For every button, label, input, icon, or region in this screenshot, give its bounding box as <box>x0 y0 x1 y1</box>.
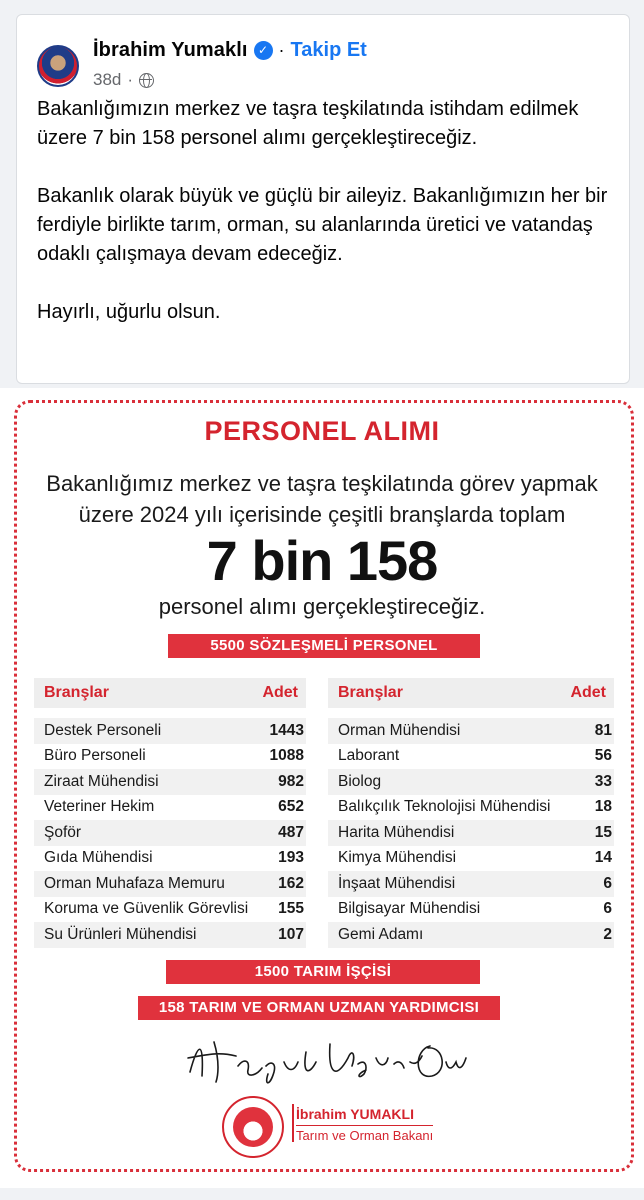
separator: · <box>278 39 285 60</box>
signer-title: Tarım ve Orman Bakanı <box>296 1125 433 1143</box>
workers-banner: 1500 TARIM İŞÇİSİ <box>166 960 480 984</box>
table-row <box>328 744 614 770</box>
intro-end: personel alımı gerçekleştireceğiz. <box>158 594 486 619</box>
column-count: Adet <box>570 684 606 701</box>
table-row <box>34 820 306 846</box>
verified-badge-icon: ✓ <box>254 41 273 60</box>
branch-name: Su Ürünleri Mühendisi <box>44 925 197 943</box>
post-card <box>16 14 630 384</box>
post-paragraph: Hayırlı, uğurlu olsun. <box>37 301 221 323</box>
branch-name: Orman Mühendisi <box>338 721 461 739</box>
branch-count: 1443 <box>269 721 304 739</box>
branch-count: 15 <box>594 823 612 841</box>
branch-count: 6 <box>603 900 612 918</box>
branch-table-right <box>328 678 614 948</box>
branch-name: Kimya Mühendisi <box>338 849 457 867</box>
branch-name: Bilgisayar Mühendisi <box>338 900 481 918</box>
post-meta <box>93 69 154 91</box>
poster-intro <box>0 468 644 530</box>
table-row <box>328 871 614 897</box>
branch-count: 6 <box>603 874 612 892</box>
post-paragraph: Bakanlığımızın merkez ve taşra teşkilatında istihdam edilmek üzere 7 bin 158 personel alımı gerçekleştireceğiz. <box>37 98 579 149</box>
branch-count: 14 <box>594 849 612 867</box>
branch-count: 18 <box>594 798 612 816</box>
table-row <box>34 846 306 872</box>
branch-count: 487 <box>278 823 304 841</box>
branch-count: 162 <box>278 874 304 892</box>
table-row <box>328 769 614 795</box>
branch-count: 155 <box>278 900 304 918</box>
branch-count: 33 <box>594 772 612 790</box>
signer-name: İbrahim YUMAKLI <box>296 1106 414 1122</box>
table-row <box>34 871 306 897</box>
branch-name: Gıda Mühendisi <box>44 849 153 867</box>
contract-banner: 5500 SÖZLEŞMELİ PERSONEL <box>168 634 480 658</box>
signer-divider <box>292 1104 294 1142</box>
intro-line-2: üzere 2024 yılı içerisinde çeşitli branşlarda toplam <box>78 502 566 527</box>
branch-table-left <box>34 678 306 948</box>
meta-separator: · <box>127 70 134 89</box>
table-row <box>328 897 614 923</box>
branch-name: Koruma ve Güvenlik Görevlisi <box>44 900 249 918</box>
table-row <box>34 769 306 795</box>
table-row <box>328 718 614 744</box>
branch-name: Büro Personeli <box>44 747 146 765</box>
branch-count: 2 <box>603 925 612 943</box>
table-row <box>34 744 306 770</box>
table-row <box>328 846 614 872</box>
branch-count: 56 <box>594 747 612 765</box>
table-row <box>34 922 306 948</box>
table-row <box>34 795 306 821</box>
table-row <box>328 795 614 821</box>
globe-icon <box>139 73 154 88</box>
branch-count: 1088 <box>269 747 304 765</box>
total-number: 7 bin 158 <box>206 529 438 592</box>
table-body <box>34 718 306 948</box>
column-branch: Branşlar <box>44 684 109 701</box>
branch-name: Biolog <box>338 772 382 790</box>
poster-title: PERSONEL ALIMI <box>204 416 440 446</box>
branch-count: 652 <box>278 798 304 816</box>
table-body <box>328 718 614 948</box>
branch-count: 107 <box>278 925 304 943</box>
branch-name: Balıkçılık Teknolojisi Mühendisi <box>338 798 551 816</box>
branch-name: Şoför <box>44 823 82 841</box>
branch-name: Harita Mühendisi <box>338 823 455 841</box>
branch-count: 982 <box>278 772 304 790</box>
table-row <box>34 897 306 923</box>
branch-name: Gemi Adamı <box>338 925 424 943</box>
branch-name: İnşaat Mühendisi <box>338 874 456 892</box>
branch-name: Veteriner Hekim <box>44 798 155 816</box>
table-row <box>328 922 614 948</box>
branch-count: 193 <box>278 849 304 867</box>
post-paragraph: Bakanlık olarak büyük ve güçlü bir aileyiz. Bakanlığımızın her bir ferdiyle birlikte tarım, orman, su alanlarında üretici ve vatandaş odaklı çalışmaya devam edeceğiz. <box>37 185 608 265</box>
branch-name: Ziraat Mühendisi <box>44 772 159 790</box>
table-header <box>34 678 306 708</box>
author-name[interactable]: İbrahim Yumaklı <box>93 38 248 61</box>
column-branch: Branşlar <box>338 684 403 701</box>
experts-banner: 158 TARIM VE ORMAN UZMAN YARDIMCISI <box>138 996 500 1020</box>
column-count: Adet <box>262 684 298 701</box>
handwritten-signature <box>180 1032 470 1088</box>
branch-name: Orman Muhafaza Memuru <box>44 874 225 892</box>
follow-button[interactable]: Takip Et <box>290 38 367 61</box>
intro-line-1: Bakanlığımız merkez ve taşra teşkilatında görev yapmak <box>46 471 598 496</box>
branch-name: Destek Personeli <box>44 721 162 739</box>
post-body <box>37 95 617 327</box>
post-timestamp[interactable]: 38d <box>93 70 122 89</box>
table-row <box>328 820 614 846</box>
author-avatar[interactable] <box>37 45 79 87</box>
ministry-logo <box>222 1096 284 1158</box>
branch-count: 81 <box>594 721 612 739</box>
post-header <box>93 37 367 63</box>
post-image[interactable] <box>0 388 644 1188</box>
branch-name: Laborant <box>338 747 400 765</box>
table-row <box>34 718 306 744</box>
table-header <box>328 678 614 708</box>
